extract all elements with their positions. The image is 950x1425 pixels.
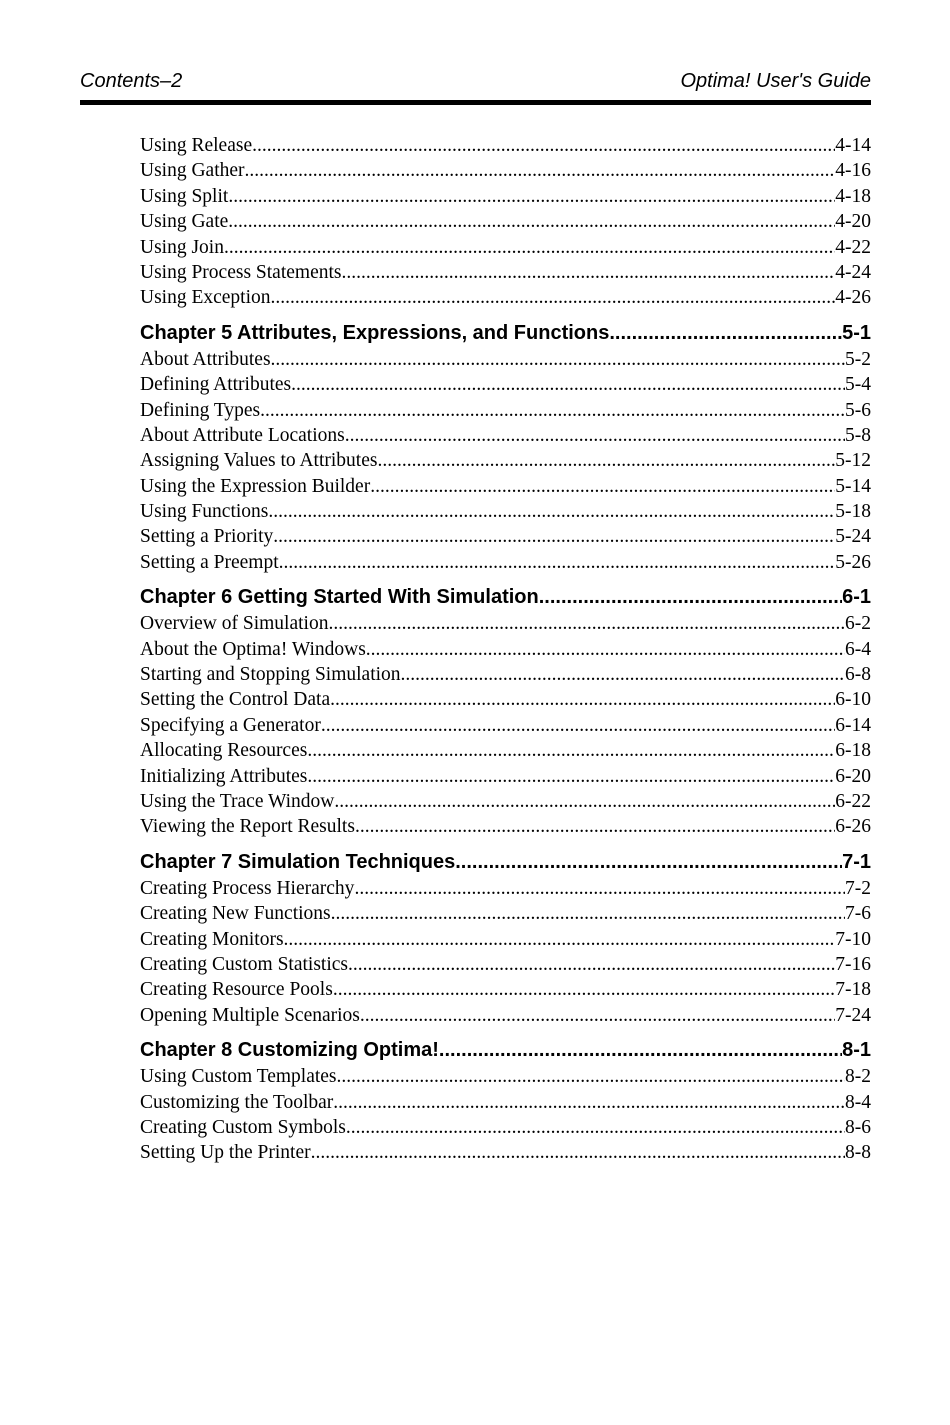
- entry-page-number: 7-18: [835, 979, 871, 1001]
- dot-leader: [245, 158, 836, 183]
- toc-entry[interactable]: [140, 1064, 871, 1089]
- dot-leader: [341, 260, 835, 285]
- entry-title: Using Join: [140, 236, 224, 258]
- toc-entry[interactable]: [140, 901, 871, 926]
- toc-entry[interactable]: [140, 764, 871, 789]
- toc-entry[interactable]: [140, 499, 871, 524]
- chapter-page-number: 8-1: [842, 1039, 871, 1062]
- toc-entry[interactable]: [140, 133, 871, 158]
- dot-leader: [228, 184, 835, 209]
- toc-entry[interactable]: [140, 260, 871, 285]
- page-number-label: Contents–2: [80, 70, 183, 92]
- entry-page-number: 4-18: [835, 185, 871, 207]
- chapter-page-number: 5-1: [842, 321, 871, 344]
- toc-entry[interactable]: [140, 1140, 871, 1165]
- entry-title: Using Functions: [140, 501, 269, 523]
- toc-chapter-heading[interactable]: [140, 584, 871, 611]
- dot-leader: [307, 738, 835, 763]
- dot-leader: [360, 1003, 835, 1028]
- toc-entry[interactable]: [140, 927, 871, 952]
- entry-page-number: 5-2: [845, 348, 871, 370]
- toc-entry[interactable]: [140, 347, 871, 372]
- dot-leader: [539, 584, 842, 611]
- entry-title: Using Custom Templates: [140, 1066, 337, 1088]
- toc-entry[interactable]: [140, 611, 871, 636]
- dot-leader: [355, 814, 835, 839]
- entry-title: Using the Trace Window: [140, 790, 335, 812]
- dot-leader: [331, 901, 845, 926]
- dot-leader: [284, 927, 836, 952]
- toc-entry[interactable]: [140, 209, 871, 234]
- toc-entry[interactable]: [140, 662, 871, 687]
- entry-title: Using Exception: [140, 287, 271, 309]
- toc-entry[interactable]: [140, 550, 871, 575]
- toc-entry[interactable]: [140, 423, 871, 448]
- toc-entry[interactable]: [140, 814, 871, 839]
- entry-title: Using Gather: [140, 160, 245, 182]
- entry-page-number: 7-6: [845, 903, 871, 925]
- dot-leader: [311, 1140, 845, 1165]
- entry-title: Customizing the Toolbar: [140, 1091, 334, 1113]
- chapter-title: Chapter 7 Simulation Techniques: [140, 850, 456, 873]
- dot-leader: [348, 952, 835, 977]
- entry-title: Allocating Resources: [140, 740, 308, 762]
- toc-entry[interactable]: [140, 235, 871, 260]
- chapter-page-number: 7-1: [842, 850, 871, 873]
- entry-page-number: 5-24: [835, 526, 871, 548]
- dot-leader: [228, 209, 835, 234]
- entry-page-number: 4-24: [835, 261, 871, 283]
- dot-leader: [439, 1037, 842, 1064]
- toc-entry[interactable]: [140, 952, 871, 977]
- entry-page-number: 6-10: [835, 689, 871, 711]
- entry-page-number: 5-8: [845, 424, 871, 446]
- entry-title: Using Release: [140, 135, 253, 156]
- entry-page-number: 6-18: [835, 740, 871, 762]
- entry-page-number: 7-16: [835, 953, 871, 975]
- entry-page-number: 6-14: [835, 714, 871, 736]
- entry-page-number: 5-4: [845, 374, 871, 396]
- entry-page-number: 4-16: [835, 160, 871, 182]
- entry-page-number: 6-8: [845, 664, 871, 686]
- dot-leader: [609, 320, 842, 347]
- entry-page-number: 8-2: [845, 1066, 871, 1088]
- toc-entry[interactable]: [140, 1003, 871, 1028]
- entry-title: Creating Process Hierarchy: [140, 877, 355, 899]
- entry-title: Creating Custom Symbols: [140, 1116, 346, 1138]
- toc-entry[interactable]: [140, 158, 871, 183]
- header-rule: [80, 100, 871, 105]
- entry-title: Using Process Statements: [140, 261, 342, 283]
- dot-leader: [346, 1115, 845, 1140]
- dot-leader: [366, 637, 845, 662]
- toc-chapter-heading[interactable]: [140, 849, 871, 876]
- entry-page-number: 7-24: [835, 1004, 871, 1026]
- dot-leader: [333, 977, 835, 1002]
- chapter-page-number: 6-1: [842, 586, 871, 609]
- toc-entry[interactable]: [140, 474, 871, 499]
- entry-title: Setting the Control Data: [140, 689, 331, 711]
- toc-entry[interactable]: [140, 398, 871, 423]
- entry-title: Opening Multiple Scenarios: [140, 1004, 360, 1026]
- dot-leader: [455, 849, 842, 876]
- entry-page-number: 6-22: [835, 790, 871, 812]
- entry-page-number: 5-14: [835, 475, 871, 497]
- dot-leader: [291, 372, 845, 397]
- entry-title: Creating Resource Pools: [140, 979, 333, 1001]
- dot-leader: [328, 611, 845, 636]
- entry-title: Viewing the Report Results: [140, 816, 355, 838]
- chapter-title: Chapter 5 Attributes, Expressions, and Functions: [140, 321, 610, 344]
- entry-title: Starting and Stopping Simulation: [140, 664, 401, 686]
- toc-entry[interactable]: [140, 524, 871, 549]
- toc-entry[interactable]: [140, 977, 871, 1002]
- entry-page-number: 7-10: [835, 928, 871, 950]
- entry-title: Using Split: [140, 185, 229, 207]
- toc-entry[interactable]: [140, 687, 871, 712]
- toc-entry[interactable]: [140, 738, 871, 763]
- chapter-title: Chapter 6 Getting Started With Simulation: [140, 586, 539, 609]
- entry-page-number: 7-2: [845, 877, 871, 899]
- toc-entry[interactable]: [140, 637, 871, 662]
- entry-page-number: 4-20: [835, 211, 871, 233]
- entry-page-number: 6-2: [845, 613, 871, 635]
- entry-page-number: 6-26: [835, 816, 871, 838]
- entry-title: Defining Attributes: [140, 374, 292, 396]
- entry-title: Overview of Simulation: [140, 613, 329, 635]
- entry-page-number: 6-20: [835, 765, 871, 787]
- entry-page-number: 8-4: [845, 1091, 871, 1113]
- entry-title: Setting Up the Printer: [140, 1142, 311, 1164]
- toc-entry[interactable]: [140, 285, 871, 310]
- entry-title: Creating Custom Statistics: [140, 953, 348, 975]
- dot-leader: [268, 499, 835, 524]
- dot-leader: [377, 448, 835, 473]
- toc-entry[interactable]: [140, 184, 871, 209]
- toc-entry[interactable]: [140, 789, 871, 814]
- entry-page-number: 5-26: [835, 551, 871, 573]
- dot-leader: [273, 524, 835, 549]
- entry-page-number: 8-6: [845, 1116, 871, 1138]
- entry-title: Defining Types: [140, 399, 261, 421]
- entry-page-number: 5-6: [845, 399, 871, 421]
- dot-leader: [354, 876, 845, 901]
- entry-title: Setting a Preempt: [140, 551, 279, 573]
- entry-page-number: 4-26: [835, 287, 871, 309]
- entry-title: Specifying a Generator: [140, 714, 321, 736]
- dot-leader: [370, 474, 835, 499]
- table-of-contents: [140, 133, 871, 1166]
- toc-chapter-heading[interactable]: [140, 1037, 871, 1064]
- toc-entry[interactable]: [140, 1090, 871, 1115]
- entry-title: Assigning Values to Attributes: [140, 450, 378, 472]
- dot-leader: [401, 662, 845, 687]
- chapter-title: Chapter 8 Customizing Optima!: [140, 1039, 439, 1062]
- page-header: [80, 68, 871, 98]
- toc-entry[interactable]: [140, 713, 871, 738]
- entry-page-number: 4-14: [835, 135, 871, 156]
- dot-leader: [321, 713, 835, 738]
- entry-page-number: 5-12: [835, 450, 871, 472]
- dot-leader: [333, 1090, 845, 1115]
- entry-page-number: 6-4: [845, 638, 871, 660]
- dot-leader: [224, 235, 835, 260]
- entry-page-number: 8-8: [845, 1142, 871, 1164]
- dot-leader: [260, 398, 845, 423]
- entry-title: Using the Expression Builder: [140, 475, 371, 497]
- toc-entry[interactable]: [140, 1115, 871, 1140]
- dot-leader: [271, 347, 845, 372]
- dot-leader: [330, 687, 835, 712]
- dot-leader: [252, 133, 835, 158]
- dot-leader: [337, 1064, 845, 1089]
- toc-entry[interactable]: [140, 372, 871, 397]
- dot-leader: [271, 285, 836, 310]
- toc-entry[interactable]: [140, 876, 871, 901]
- entry-title: Using Gate: [140, 211, 229, 233]
- toc-chapter-heading[interactable]: [140, 320, 871, 347]
- entry-title: About Attribute Locations: [140, 424, 345, 446]
- toc-entry[interactable]: [140, 448, 871, 473]
- entry-title: About the Optima! Windows: [140, 638, 366, 660]
- entry-title: About Attributes: [140, 348, 271, 370]
- dot-leader: [334, 789, 835, 814]
- book-title: Optima! User's Guide: [680, 70, 871, 92]
- entry-title: Creating Monitors: [140, 928, 284, 950]
- dot-leader: [345, 423, 845, 448]
- entry-page-number: 4-22: [835, 236, 871, 258]
- entry-title: Initializing Attributes: [140, 765, 308, 787]
- entry-title: Creating New Functions: [140, 903, 331, 925]
- dot-leader: [307, 764, 835, 789]
- entry-page-number: 5-18: [835, 501, 871, 523]
- dot-leader: [279, 550, 836, 575]
- entry-title: Setting a Priority: [140, 526, 274, 548]
